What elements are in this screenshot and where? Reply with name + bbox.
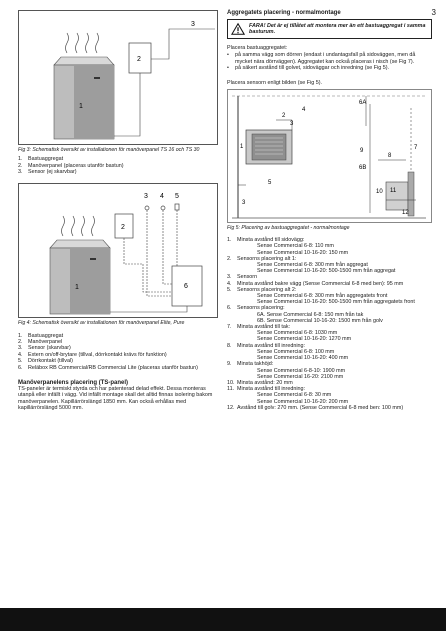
list-item: 6. Reläbox RB Commercial/RB Commercial Lite (placeras utanför bastun) [18,364,198,371]
fig5-caption: Fig 5: Placering av bastuaggregatet - normalmontage [227,225,350,232]
fig3-label-2: 2 [137,56,141,63]
fig3-label-3: 3 [191,21,195,28]
list-item: 12. Avstånd till golv: 270 mm. (Sense Commercial 6-8 med ben: 100 mm) [227,404,404,411]
fig5-label-7: 7 [414,145,418,152]
ts-panel-body: TS-paneler är termiskt styrda och har patenterad delad effekt. Dessa monteras utanpå eller infällt i vägg. Vid infällt montage skall det alltid finnas isolering bakom manöverpanelen. Kapillärrörslängd 1850 mm. Kan också erhållas med kapillärrörslängd 5000 mm. [18,386,213,412]
placement-bullets [227,52,432,71]
list-item: 7. Minsta avstånd till tak: Sense Commercial 6-8: 1030 mm Sense Commercial 10-16-20: 1270 mm [227,324,352,343]
list-item: 4. Minsta avstånd bakre vägg (Sense Commercial 6-8 med ben): 95 mm [227,280,404,287]
fig4-label-6: 6 [184,283,188,291]
fig5-label-6a: 6A [359,100,367,107]
list-item: 9. Minsta takhöjd: Sense Commercial 6-8-10: 1900 mm Sense Commercial 16-20: 2100 mm [227,361,346,380]
warning-triangle-icon [231,22,245,36]
fig5-label-4: 4 [302,107,306,114]
heater-illustration [50,216,110,314]
fig5-label-9: 9 [360,148,364,155]
list-item: 1. Minsta avstånd till sidovägg: Sense Commercial 6-8: 110 mm Sense Commercial 10-16-20: 150 mm [227,237,349,256]
list-item: 6. Sensorns placering: 6A. Sense Commercial 6-8: 150 mm från tak 6B. Sense Commercial 10-16-20: 1500 mm från golv [227,305,383,324]
list-item: 3. Sensor (ej skarvbar) [18,169,77,176]
warning-text: FARA! Det är ej tillåtet att montera mer än ett bastuaggregat i samma basturum. [249,22,426,35]
fig5-label-5: 5 [268,180,272,187]
list-item: 3. Sensor (skarvbar) [18,345,71,352]
fig5-label-1: 1 [240,144,244,151]
list-item: 8. Minsta avstånd till inredning: Sense Commercial 6-8: 100 mm Sense Commercial 10-16-20: 400 mm [227,342,349,362]
danger-warning [227,19,432,39]
placement-heading: Aggregatets placering - normalmontage [227,10,341,16]
list-item: 2. Sensorns placering alt 1: Sense Commercial 6-8: 300 mm från aggregat Sense Commercial 10-16-20: 500-1500 mm från aggregat [227,255,396,275]
fig4-label-5: 5 [175,193,179,201]
figure-5 [227,89,432,223]
fig5-legend [227,237,432,411]
fig5-label-2: 2 [282,113,286,120]
list-item: 4. Extern on/off-brytare (tillval, dörrkontakt krävs för funktion) [18,351,167,358]
fig4-label-4: 4 [160,193,164,201]
fig4-label-3: 3 [144,193,148,201]
fig5-label-12: 12 [402,210,409,217]
list-item: 2. Manöverpanel [18,339,63,346]
fig5-label-11: 11 [390,188,397,195]
fig4-caption: Fig 4: Schematisk översikt av installationen för manöverpanel Elite, Pure [18,320,185,327]
figure-4-drawing [19,184,217,317]
fig5-label-10: 10 [376,189,383,196]
placement-intro: Placera bastuaggregatet: [227,45,288,51]
left-column [18,10,218,412]
list-item: 11. Minsta avstånd till inredning: Sense Commercial 6-8: 30 mm Sense Commercial 10-16-20: 200 mm [227,386,349,405]
fig4-label-2: 2 [121,224,125,232]
list-item: 1. Bastuaggregat [18,332,64,339]
fig5-label-8: 8 [388,153,392,160]
figure-5-drawing [228,90,431,222]
list-item: 5. Sensorns placering alt 2: Sense Commercial 6-8: 300 mm från aggregatets front Sense Commercial 10-16-20: 500-1500 mm från aggregatets front [227,286,415,306]
fig5-label-3: 3 [290,121,294,128]
heater-illustration [246,130,292,164]
list-item: 3. Sensorn [227,274,258,281]
fig3-legend [18,156,218,175]
list-item: 1. Bastuaggregat [18,156,64,163]
page-number: 3 [431,8,436,17]
list-item: • på samma vägg som dörren (endast i undantagsfall på sidoväggen, men då mycket nära dörrväggen). Aggregatet kan också placeras i nisch (se Fig 7). [227,52,416,65]
fig3-caption: Fig 3: Schematisk översikt av installationen för manöverpanel TS 16 och TS 30 [18,147,200,153]
figure-3 [18,10,218,145]
ts-panel-heading: Manöverpanelens placering (TS-panel) [18,380,129,387]
heater-illustration [54,33,114,139]
ts-panel-section [18,380,218,412]
list-item: 10. Minsta avstånd: 20 mm [227,379,293,386]
list-item: • på säkert avstånd till golvet, sidoväggar och inredning (se Fig 5). [227,65,390,72]
figure-3-drawing [19,11,217,144]
right-column [227,10,432,411]
list-item: 5. Dörrkontakt (tillval) [18,358,73,365]
fig5-label-6b: 6B [359,165,367,172]
fig4-label-1: 1 [75,284,79,292]
fig5-label-3b: 3 [242,200,246,207]
fig4-legend [18,333,218,371]
footer-bar [0,608,446,631]
sensor-note: Placera sensorn enligt bilden (se Fig 5). [227,79,322,86]
fig3-label-1: 1 [79,103,83,110]
figure-4 [18,183,218,318]
list-item: 2. Manöverpanel (placeras utanför bastun) [18,162,124,169]
